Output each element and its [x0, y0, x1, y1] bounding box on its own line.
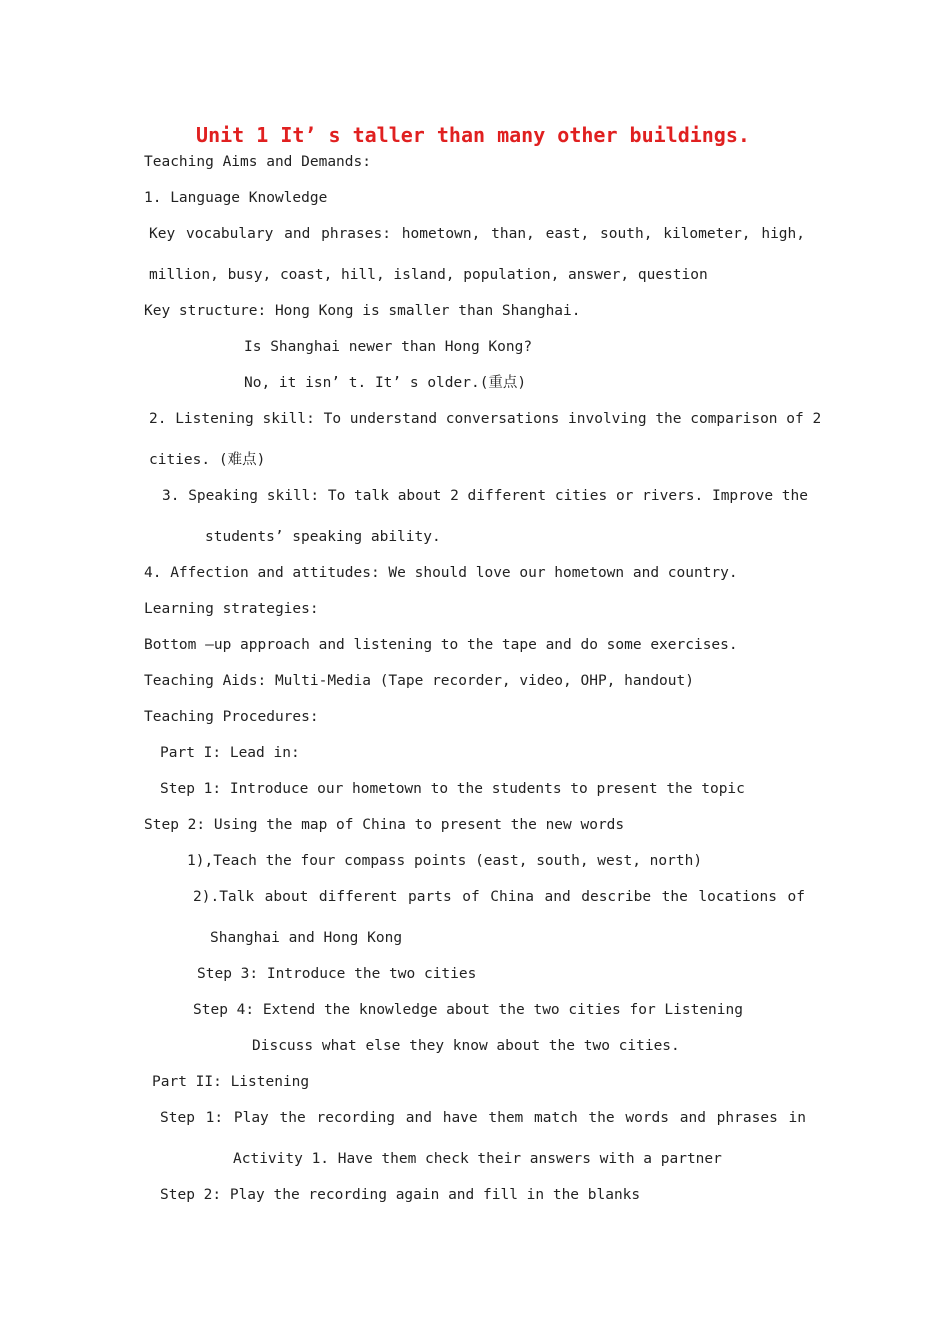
- teaching-aids: Teaching Aids: Multi-Media (Tape recorder, video, OHP, handout): [144, 673, 694, 689]
- part-2-heading: Part II: Listening: [152, 1074, 310, 1090]
- part-1-step-2: Step 2: Using the map of China to present the new words: [144, 817, 625, 833]
- part-1-step-4: Step 4: Extend the knowledge about the two cities for Listening: [193, 1002, 743, 1018]
- part-1-step-3: Step 3: Introduce the two cities: [197, 966, 477, 982]
- speaking-skill-line-2: students’ speaking ability.: [205, 529, 441, 545]
- step-2-substep-2-line-2: Shanghai and Hong Kong: [210, 930, 403, 946]
- part-2-step-2: Step 2: Play the recording again and fill in the blanks: [160, 1187, 641, 1203]
- section-heading-procedures: Teaching Procedures:: [144, 709, 319, 725]
- key-structure: Key structure: Hong Kong is smaller than Shanghai.: [144, 303, 581, 319]
- affection-attitudes: 4. Affection and attitudes: We should love our hometown and country.: [144, 565, 738, 581]
- listening-skill-line-1: 2. Listening skill: To understand conversations involving the comparison of 2: [149, 411, 822, 427]
- step-2-substep-2-line-1: 2).Talk about different parts of China and describe the locations of: [193, 889, 805, 905]
- key-structure-answer: No, it isn’ t. It’ s older.(重点): [244, 375, 527, 391]
- key-vocabulary-line-1: Key vocabulary and phrases: hometown, than, east, south, kilometer, high,: [149, 226, 805, 242]
- listening-skill-line-2: cities. (难点): [149, 452, 266, 468]
- part-2-step-1-line-1: Step 1: Play the recording and have them match the words and phrases in: [160, 1110, 806, 1126]
- key-vocabulary-line-2: million, busy, coast, hill, island, population, answer, question: [149, 267, 708, 283]
- speaking-skill-line-1: 3. Speaking skill: To talk about 2 different cities or rivers. Improve the: [162, 488, 809, 504]
- section-heading-strategies: Learning strategies:: [144, 601, 319, 617]
- strategies-text: Bottom –up approach and listening to the tape and do some exercises.: [144, 637, 738, 653]
- part-1-heading: Part I: Lead in:: [160, 745, 300, 761]
- part-1-step-1: Step 1: Introduce our hometown to the students to present the topic: [160, 781, 745, 797]
- item-language-knowledge: 1. Language Knowledge: [144, 190, 328, 206]
- section-heading-aims: Teaching Aims and Demands:: [144, 154, 371, 170]
- step-4-discussion: Discuss what else they know about the two cities.: [252, 1038, 680, 1054]
- step-2-substep-1: 1),Teach the four compass points (east, south, west, north): [187, 853, 703, 869]
- part-2-step-1-line-2: Activity 1. Have them check their answers with a partner: [233, 1151, 722, 1167]
- page-title: Unit 1 It’ s taller than many other buildings.: [196, 123, 750, 147]
- key-structure-question: Is Shanghai newer than Hong Kong?: [244, 339, 533, 355]
